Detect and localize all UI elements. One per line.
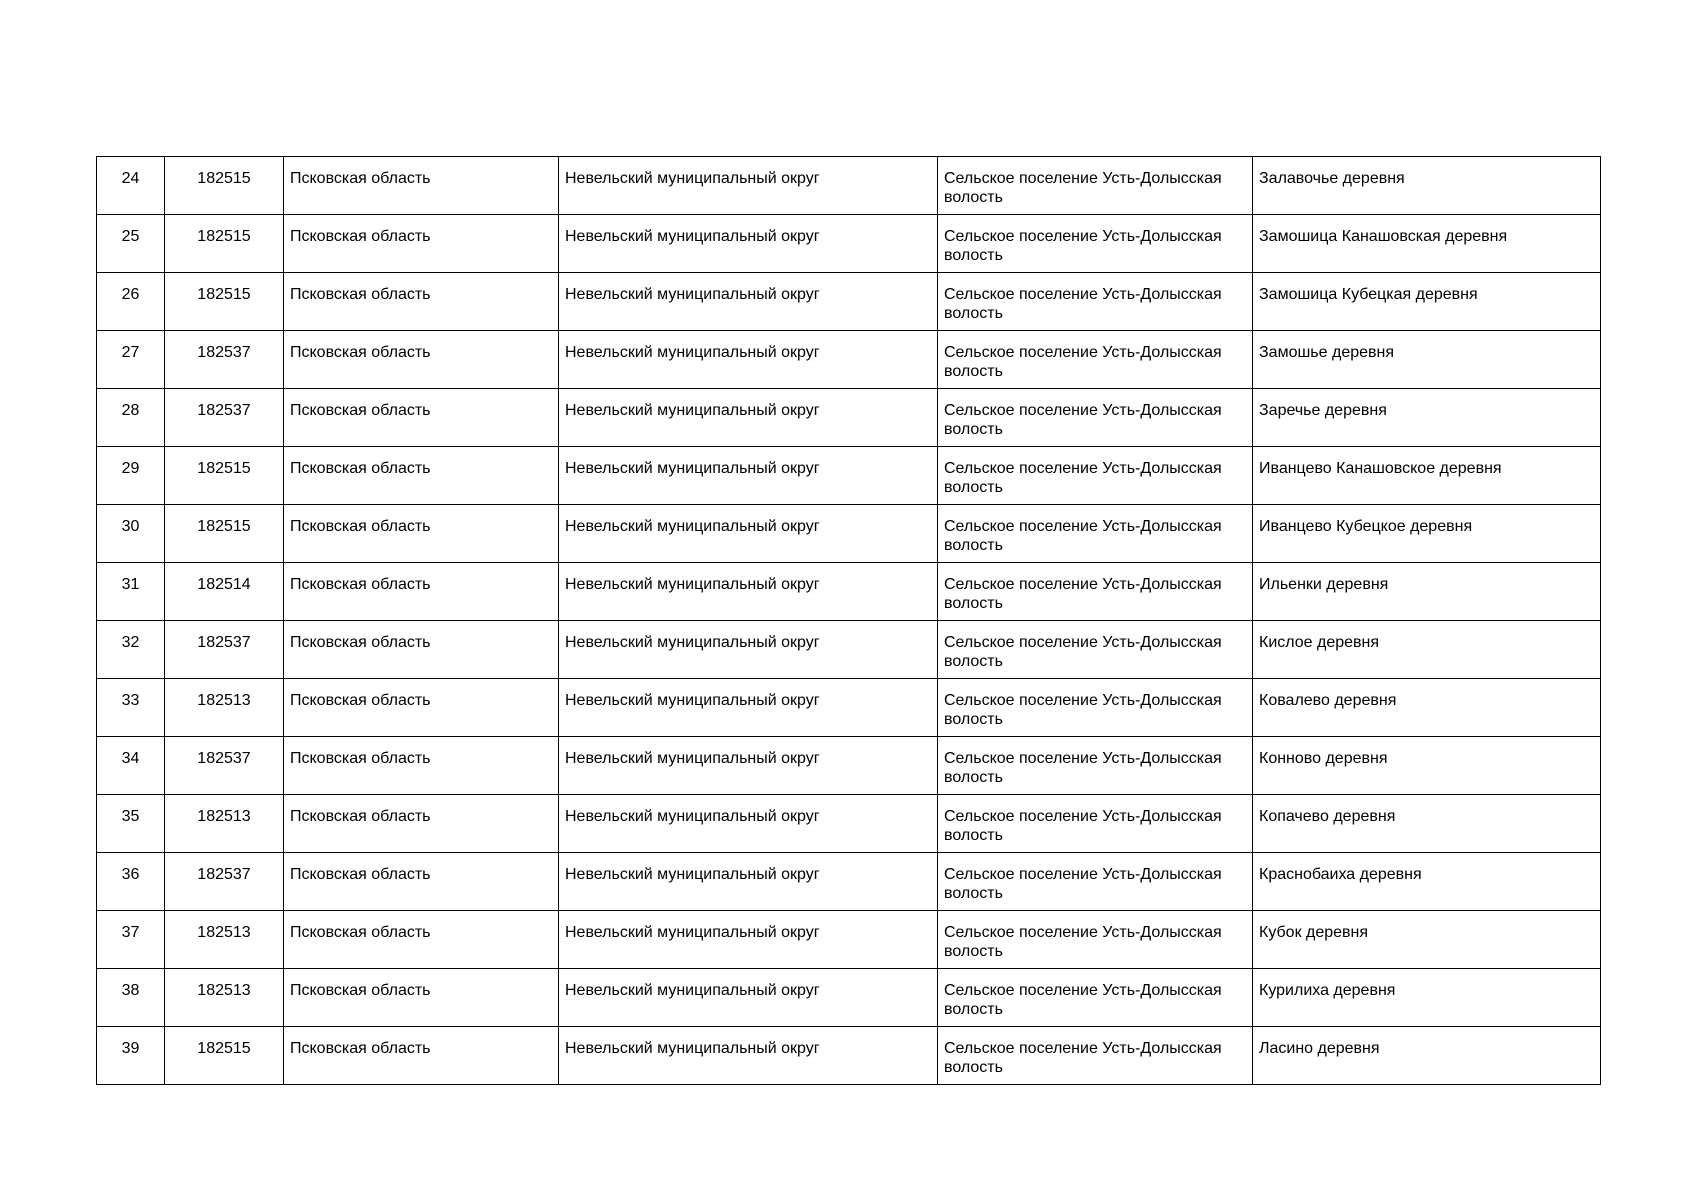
locality-cell: Замошье деревня [1253, 331, 1601, 389]
locality-cell: Конново деревня [1253, 737, 1601, 795]
row-number-cell: 30 [97, 505, 165, 563]
postal-index-cell: 182537 [165, 621, 284, 679]
table-row [97, 389, 1601, 447]
district-cell: Невельский муниципальный округ [559, 853, 938, 911]
settlement-cell: Сельское поселение Усть-Долысская волость [938, 1027, 1253, 1085]
district-cell: Невельский муниципальный округ [559, 447, 938, 505]
table-row [97, 215, 1601, 273]
region-cell: Псковская область [284, 563, 559, 621]
postal-index-cell: 182513 [165, 911, 284, 969]
table-row [97, 331, 1601, 389]
table-row [97, 737, 1601, 795]
row-number-cell: 38 [97, 969, 165, 1027]
row-number-cell: 24 [97, 157, 165, 215]
locality-cell: Копачево деревня [1253, 795, 1601, 853]
postal-index-cell: 182514 [165, 563, 284, 621]
locality-cell: Залавочье деревня [1253, 157, 1601, 215]
row-number-cell: 29 [97, 447, 165, 505]
settlement-cell: Сельское поселение Усть-Долысская волость [938, 679, 1253, 737]
row-number-cell: 26 [97, 273, 165, 331]
district-cell: Невельский муниципальный округ [559, 215, 938, 273]
region-cell: Псковская область [284, 505, 559, 563]
table-row [97, 621, 1601, 679]
region-cell: Псковская область [284, 1027, 559, 1085]
postal-index-cell: 182537 [165, 389, 284, 447]
postal-index-cell: 182515 [165, 157, 284, 215]
region-cell: Псковская область [284, 679, 559, 737]
locality-cell: Ильенки деревня [1253, 563, 1601, 621]
postal-index-cell: 182537 [165, 331, 284, 389]
row-number-cell: 32 [97, 621, 165, 679]
region-cell: Псковская область [284, 157, 559, 215]
settlement-cell: Сельское поселение Усть-Долысская волость [938, 853, 1253, 911]
locality-cell: Иванцево Канашовское деревня [1253, 447, 1601, 505]
locality-cell: Кубок деревня [1253, 911, 1601, 969]
locality-cell: Замошица Кубецкая деревня [1253, 273, 1601, 331]
table-row [97, 447, 1601, 505]
district-cell: Невельский муниципальный округ [559, 911, 938, 969]
region-cell: Псковская область [284, 795, 559, 853]
region-cell: Псковская область [284, 969, 559, 1027]
district-cell: Невельский муниципальный округ [559, 737, 938, 795]
district-cell: Невельский муниципальный округ [559, 157, 938, 215]
settlement-cell: Сельское поселение Усть-Долысская волость [938, 563, 1253, 621]
row-number-cell: 35 [97, 795, 165, 853]
table-row [97, 853, 1601, 911]
district-cell: Невельский муниципальный округ [559, 563, 938, 621]
row-number-cell: 37 [97, 911, 165, 969]
table-row [97, 563, 1601, 621]
district-cell: Невельский муниципальный округ [559, 505, 938, 563]
settlement-cell: Сельское поселение Усть-Долысская волость [938, 737, 1253, 795]
district-cell: Невельский муниципальный округ [559, 679, 938, 737]
district-cell: Невельский муниципальный округ [559, 273, 938, 331]
region-cell: Псковская область [284, 621, 559, 679]
postal-index-cell: 182515 [165, 505, 284, 563]
region-cell: Псковская область [284, 389, 559, 447]
locality-cell: Иванцево Кубецкое деревня [1253, 505, 1601, 563]
settlement-cell: Сельское поселение Усть-Долысская волость [938, 331, 1253, 389]
region-cell: Псковская область [284, 273, 559, 331]
row-number-cell: 36 [97, 853, 165, 911]
row-number-cell: 25 [97, 215, 165, 273]
table-row [97, 157, 1601, 215]
locality-cell: Ковалево деревня [1253, 679, 1601, 737]
settlement-cell: Сельское поселение Усть-Долысская волость [938, 795, 1253, 853]
table-row [97, 795, 1601, 853]
row-number-cell: 28 [97, 389, 165, 447]
settlement-cell: Сельское поселение Усть-Долысская волость [938, 447, 1253, 505]
table-body [97, 157, 1601, 1085]
row-number-cell: 33 [97, 679, 165, 737]
district-cell: Невельский муниципальный округ [559, 969, 938, 1027]
postal-index-cell: 182515 [165, 215, 284, 273]
row-number-cell: 31 [97, 563, 165, 621]
locality-cell: Кислое деревня [1253, 621, 1601, 679]
settlement-cell: Сельское поселение Усть-Долысская волость [938, 911, 1253, 969]
postal-index-cell: 182537 [165, 853, 284, 911]
district-cell: Невельский муниципальный округ [559, 389, 938, 447]
district-cell: Невельский муниципальный округ [559, 331, 938, 389]
region-cell: Псковская область [284, 737, 559, 795]
settlement-cell: Сельское поселение Усть-Долысская волость [938, 215, 1253, 273]
row-number-cell: 39 [97, 1027, 165, 1085]
table-row [97, 505, 1601, 563]
postal-index-cell: 182515 [165, 447, 284, 505]
locality-cell: Краснобаиха деревня [1253, 853, 1601, 911]
region-cell: Псковская область [284, 911, 559, 969]
settlement-cell: Сельское поселение Усть-Долысская волость [938, 621, 1253, 679]
settlements-table [96, 156, 1601, 1085]
postal-index-cell: 182513 [165, 679, 284, 737]
locality-cell: Замошица Канашовская деревня [1253, 215, 1601, 273]
table-row [97, 679, 1601, 737]
region-cell: Псковская область [284, 853, 559, 911]
table-row [97, 969, 1601, 1027]
settlement-cell: Сельское поселение Усть-Долысская волость [938, 969, 1253, 1027]
settlement-cell: Сельское поселение Усть-Долысская волость [938, 389, 1253, 447]
postal-index-cell: 182513 [165, 795, 284, 853]
table-row [97, 273, 1601, 331]
settlement-cell: Сельское поселение Усть-Долысская волость [938, 273, 1253, 331]
row-number-cell: 34 [97, 737, 165, 795]
table-row [97, 1027, 1601, 1085]
row-number-cell: 27 [97, 331, 165, 389]
district-cell: Невельский муниципальный округ [559, 1027, 938, 1085]
region-cell: Псковская область [284, 331, 559, 389]
locality-cell: Заречье деревня [1253, 389, 1601, 447]
postal-index-cell: 182537 [165, 737, 284, 795]
postal-index-cell: 182513 [165, 969, 284, 1027]
locality-cell: Курилиха деревня [1253, 969, 1601, 1027]
postal-index-cell: 182515 [165, 1027, 284, 1085]
district-cell: Невельский муниципальный округ [559, 621, 938, 679]
postal-index-cell: 182515 [165, 273, 284, 331]
region-cell: Псковская область [284, 447, 559, 505]
district-cell: Невельский муниципальный округ [559, 795, 938, 853]
table-row [97, 911, 1601, 969]
settlement-cell: Сельское поселение Усть-Долысская волость [938, 157, 1253, 215]
region-cell: Псковская область [284, 215, 559, 273]
locality-cell: Ласино деревня [1253, 1027, 1601, 1085]
settlement-cell: Сельское поселение Усть-Долысская волость [938, 505, 1253, 563]
